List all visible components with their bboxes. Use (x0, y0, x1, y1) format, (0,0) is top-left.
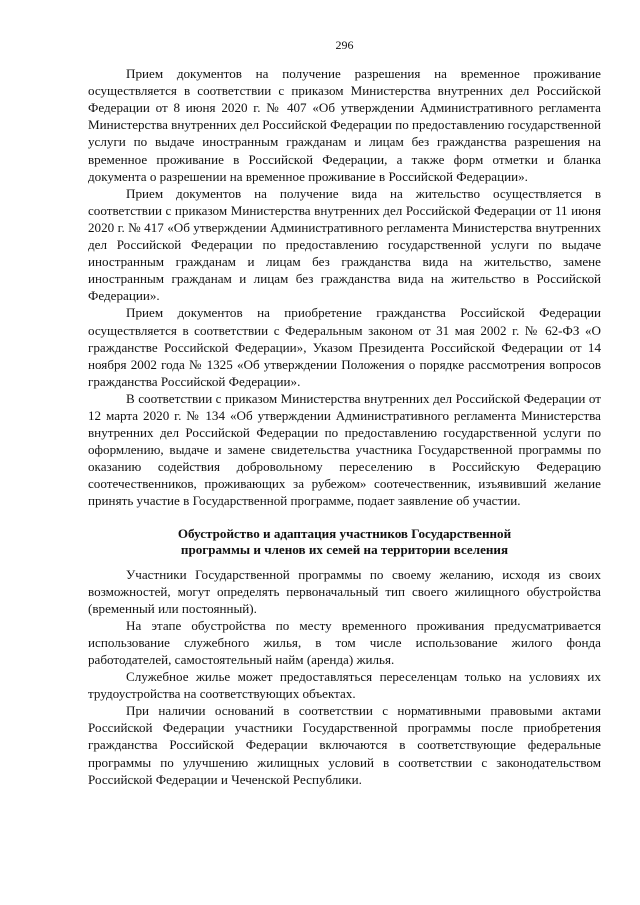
paragraph-temporary-housing: На этапе обустройства по месту временного проживания предусматривается использование служебного жилья, в том числе использование жилого фонда работодателей, самостоятельный найм (аренда) жилья. (88, 617, 601, 667)
paragraph-citizenship: Прием документов на приобретение гражданства Российской Федерации осуществляется в соответствии с Федеральным законом от 31 мая 2002 г. № 62-ФЗ «О гражданстве Российской Федерации», Указом Президента Российской Федерации от 14 ноября 2002 года № 1325 «Об утверждении Положения о порядке рассмотрения вопросов гражданства Российской Федерации». (88, 305, 601, 389)
section-heading-line-2: программы и членов их семей на территории вселения (180, 541, 509, 557)
section-heading-line-1: Обустройство и адаптация участников Государственной (177, 525, 512, 541)
paragraph-service-housing: Служебное жилье может предоставляться переселенцам только на условиях их трудоустройства на соответствующих объектах. (88, 669, 601, 702)
paragraph-residence-permit: Прием документов на получение вида на жительство осуществляется в соответствии с приказом Министерства внутренних дел Российской Федерации от 11 июня 2020 г. № 417 «Об утверждении Административного регламента Министерства внутренних дел Российской Федерации по предоставлению государственной услуги по выдаче иностранным гражданам и лицам без гражданства вида на жительство, замене иностранным гражданам и лицам без гражданства вида на жительство в Российской Федерации». (88, 185, 601, 304)
paragraph-participant-certificate: В соответствии с приказом Министерства внутренних дел Российской Федерации от 12 марта 2020 г. № 134 «Об утверждении Административного регламента Министерства внутренних дел Российской Федерации по предоставлению государственной услуги по оформлению, выдаче и замене свидетельства участника Государственной программы по оказанию содействия добровольному переселению в Российскую Федерацию соотечественников, проживающих за рубежом» соотечественник, изъявивший желание принять участие в Государственной программе, подает заявление об участии. (88, 390, 601, 509)
page-number: 296 (335, 38, 354, 52)
paragraph-federal-programs: При наличии оснований в соответствии с нормативными правовыми актами Российской Федерации участники Государственной программы после приобретения гражданства Российской Федерации включаются в соответствующие федеральные программы по улучшению жилищных условий в соответствии с законодательством Российской Федерации и Чеченской Республики. (88, 703, 601, 787)
paragraph-temporary-residence: Прием документов на получение разрешения на временное проживание осуществляется в соответствии с приказом Министерства внутренних дел Российской Федерации от 8 июня 2020 г. № 407 «Об утверждении Административного регламента Министерства внутренних дел Российской Федерации по предоставлению государственной услуги по выдаче иностранным гражданам и лицам без гражданства разрешения на временное проживание в Российской Федерации, а также форм отметки и бланка документа о разрешении на временное проживание в Российской Федерации». (88, 66, 602, 184)
paragraph-housing-type: Участники Государственной программы по своему желанию, исходя из своих возможностей, могут определять первоначальный тип своего жилищного обустройства (временный или постоянный). (88, 566, 601, 616)
section-heading (88, 526, 601, 558)
